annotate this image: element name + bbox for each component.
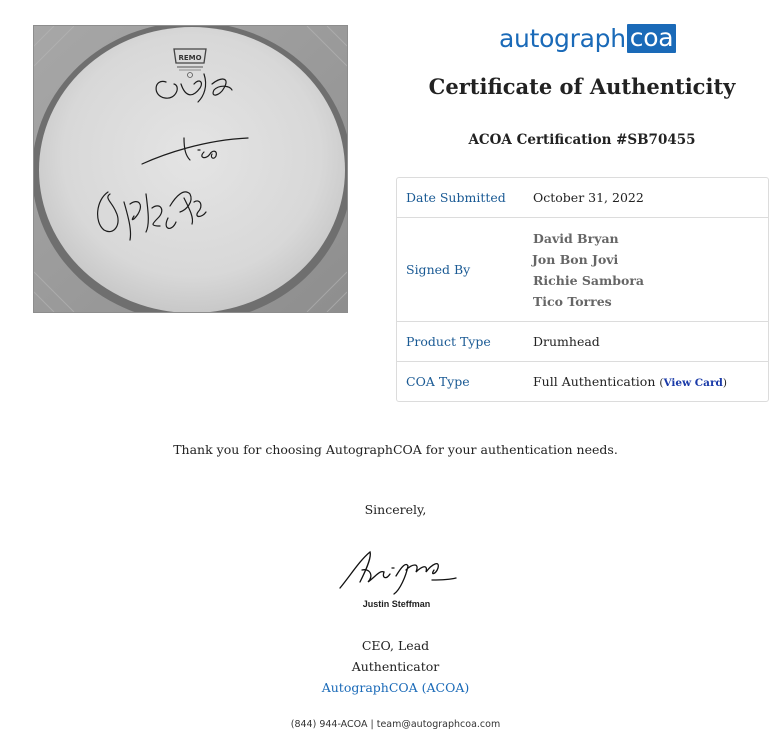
page-title: Certificate of Authenticity	[428, 74, 736, 99]
signer-printed-name: Justin Steffman	[362, 599, 431, 609]
logo-text: autograph	[499, 23, 626, 53]
signer-name: Richie Sambora	[533, 272, 645, 288]
view-card-link[interactable]: View Card	[663, 377, 723, 389]
contact-separator: |	[367, 719, 377, 730]
close-paren: )	[722, 377, 727, 389]
contact-info	[0, 719, 773, 730]
signers-list	[533, 228, 768, 312]
coa-type-cell	[533, 374, 768, 389]
signer-name: Tico Torres	[533, 293, 612, 309]
signer-name: Jon Bon Jovi	[532, 251, 619, 267]
certificate-details-table	[396, 177, 769, 402]
signed-by-label: Signed By	[406, 262, 471, 277]
coa-type-label: COA Type	[406, 374, 470, 389]
company-link[interactable]: AutographCOA (ACOA)	[321, 680, 470, 695]
table-row-date	[397, 178, 768, 217]
logo-coa-box: coa	[627, 24, 676, 53]
thank-you-message: Thank you for choosing AutographCOA for your authentication needs.	[173, 442, 618, 457]
product-photo	[33, 25, 348, 313]
svg-text:REMO: REMO	[178, 54, 202, 62]
open-paren: (	[659, 377, 664, 389]
signer-role-line-2: Authenticator	[351, 659, 440, 674]
table-row-product-type	[397, 321, 768, 361]
contact-email[interactable]: team@autographcoa.com	[376, 719, 501, 730]
date-submitted-value: October 31, 2022	[533, 190, 644, 205]
contact-phone[interactable]: (844) 944-ACOA	[290, 719, 368, 730]
autographcoa-logo[interactable]	[499, 22, 676, 54]
signer-name: David Bryan	[533, 230, 619, 246]
table-row-signed-by	[397, 217, 768, 321]
ceo-signature	[336, 546, 460, 602]
signer-role-line-1: CEO, Lead	[361, 638, 430, 653]
product-type-label: Product Type	[406, 334, 491, 349]
table-row-coa-type	[397, 361, 768, 401]
certification-number: ACOA Certification #SB70455	[468, 132, 696, 148]
product-type-value: Drumhead	[533, 334, 600, 349]
date-submitted-label: Date Submitted	[406, 190, 506, 205]
closing-salutation: Sincerely,	[364, 502, 427, 517]
coa-type-value: Full Authentication	[533, 374, 656, 389]
